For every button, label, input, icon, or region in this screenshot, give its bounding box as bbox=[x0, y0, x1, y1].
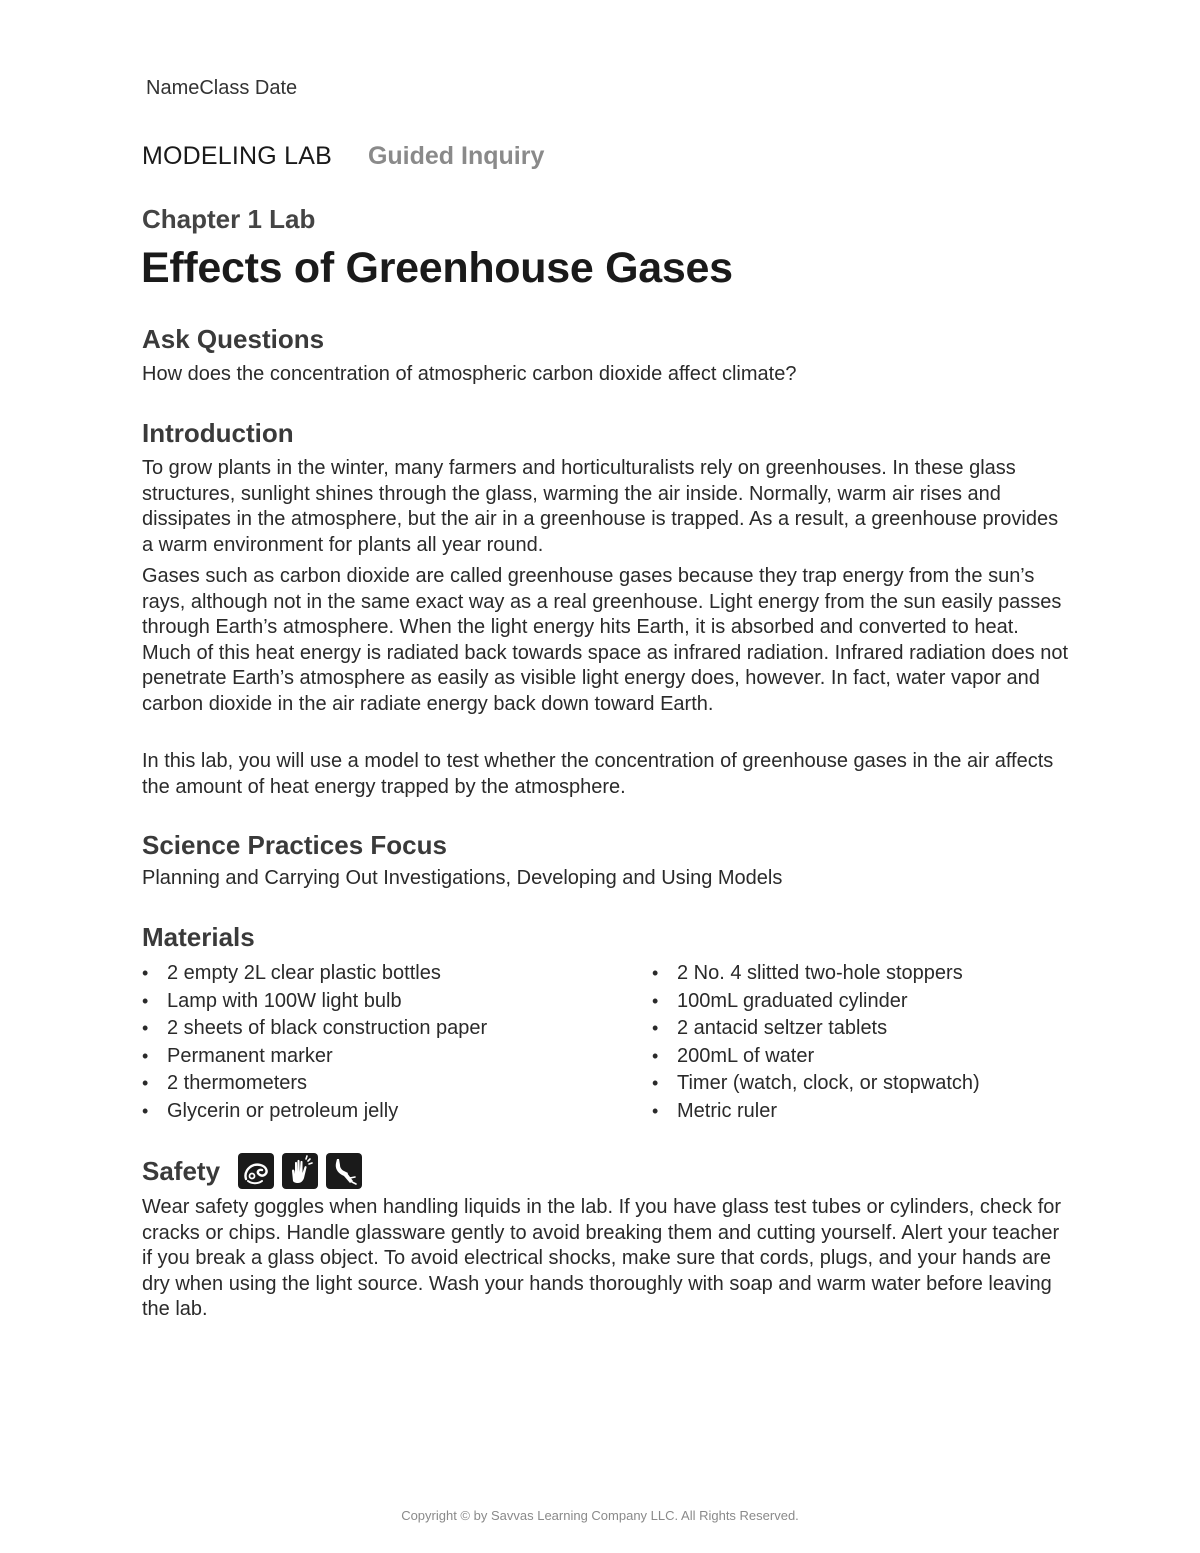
science-practices-text: Planning and Carrying Out Investigations, Developing and Using Models bbox=[142, 867, 783, 889]
introduction-paragraph-3: In this lab, you will use a model to test whether the concentration of greenhouse gases in the air affects the amount of heat energy trapped by the atmosphere. bbox=[142, 750, 1054, 798]
list-item: • Metric ruler bbox=[652, 1098, 980, 1126]
introduction-paragraph-1: To grow plants in the winter, many farmers and horticulturalists rely on greenhouses. In these glass structures, sunlight shines through the glass, warming the air inside. Normally, warm air rises and dissipates in the atmosphere, but the air in a greenhouse is trapped. As a result, a greenhouse provides a warm environment for plants all year round. bbox=[142, 457, 1059, 556]
list-item: • 2 antacid seltzer tablets bbox=[652, 1015, 980, 1043]
safety-text: Wear safety goggles when handling liquids in the lab. If you have glass test tubes or cylinders, check for cracks or chips. Handle glassware gently to avoid breaking them and cutting yourself. Alert your teacher if you break a glass object. To avoid electrical shocks, make sure that cords, plugs, and your hands are dry when using the light source. Wash your hands thoroughly with soap and warm water before leaving the lab. bbox=[142, 1196, 1062, 1320]
goggles-safety-icon bbox=[238, 1153, 274, 1189]
electrical-safety-icon bbox=[326, 1153, 362, 1189]
list-item: • Lamp with 100W light bulb bbox=[142, 988, 487, 1016]
safety-heading-row bbox=[142, 1153, 370, 1189]
materials-heading: Materials bbox=[142, 922, 255, 952]
list-item: • 100mL graduated cylinder bbox=[652, 988, 980, 1016]
science-practices-heading: Science Practices Focus bbox=[142, 830, 447, 860]
lab-type-label: MODELING LAB bbox=[142, 142, 332, 170]
page-title: Effects of Greenhouse Gases bbox=[141, 244, 733, 292]
inquiry-level-label: Guided Inquiry bbox=[367, 142, 545, 170]
list-item: • 200mL of water bbox=[652, 1043, 980, 1071]
name-class-date-line: NameClass Date bbox=[146, 77, 298, 99]
list-item: • 2 thermometers bbox=[142, 1070, 487, 1098]
list-item: • 2 empty 2L clear plastic bottles bbox=[142, 960, 487, 988]
chapter-label: Chapter 1 Lab bbox=[142, 204, 316, 234]
ask-questions-text: How does the concentration of atmospheric carbon dioxide affect climate? bbox=[142, 363, 797, 385]
introduction-heading: Introduction bbox=[142, 418, 294, 448]
copyright-footer: Copyright © by Savvas Learning Company LLC. All Rights Reserved. bbox=[401, 1508, 799, 1523]
safety-heading: Safety bbox=[142, 1155, 221, 1186]
list-item: • Permanent marker bbox=[142, 1043, 487, 1071]
ask-questions-heading: Ask Questions bbox=[142, 324, 325, 354]
list-item: • 2 No. 4 slitted two-hole stoppers bbox=[652, 960, 980, 988]
introduction-paragraph-2: Gases such as carbon dioxide are called greenhouse gases because they trap energy from the sun’s rays, although not in the same exact way as a real greenhouse. Light energy from the sun easily passes through Earth’s atmosphere. When the light energy hits Earth, it is absorbed and converted to heat. Much of this heat energy is radiated back towards space as infrared radiation. Infrared radiation does not penetrate Earth’s atmosphere as easily as visible light energy does, however. In fact, water vapor and carbon dioxide in the air radiate energy back down toward Earth. bbox=[142, 565, 1069, 715]
list-item: • Timer (watch, clock, or stopwatch) bbox=[652, 1070, 980, 1098]
list-item: • 2 sheets of black construction paper bbox=[142, 1015, 487, 1043]
lab-type-line bbox=[142, 142, 544, 171]
list-item: • Glycerin or petroleum jelly bbox=[142, 1098, 487, 1126]
materials-list-right bbox=[652, 960, 980, 1126]
hand-washing-safety-icon bbox=[282, 1153, 318, 1189]
materials-list-left bbox=[142, 960, 487, 1126]
